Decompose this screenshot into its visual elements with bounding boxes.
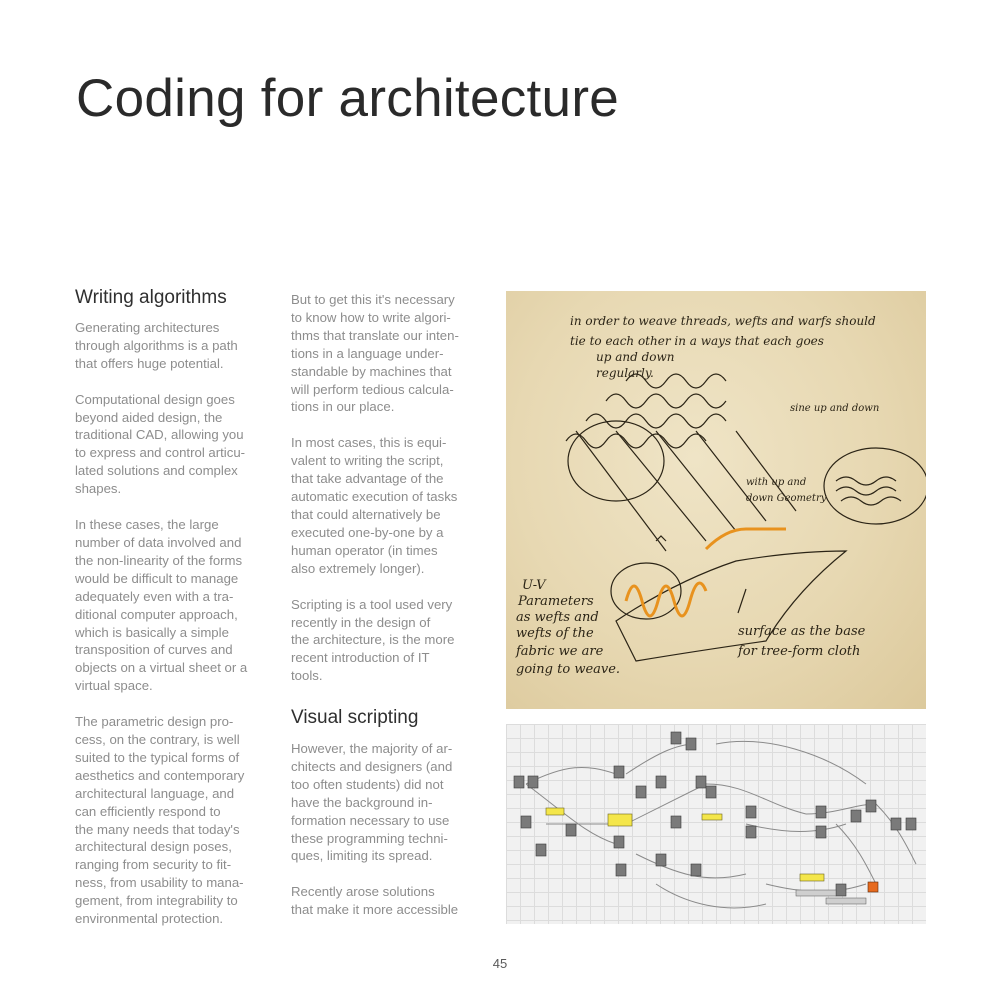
- visual-scripting-graph-image: [506, 724, 926, 924]
- sketch-note: as wefts and: [516, 610, 599, 625]
- weave-pattern: [836, 477, 901, 505]
- detail-circle: [824, 448, 926, 524]
- paragraph: The parametric design pro- cess, on the contrary, is well suited to the typical forms of aesthetics and contemporary architectural language, and can efficiently respond to the many needs that today's architectural design poses, ranging from security to fit- ness, from usability to mana- gement, from integrability to environmental protection.: [75, 714, 245, 927]
- text-column-middle: [291, 291, 491, 937]
- sketch-note: down Geometry: [746, 493, 827, 504]
- sketch-note: regularly.: [596, 366, 654, 380]
- paragraph: However, the majority of ar- chitects and designers (and too often students) did not have the background in- formation necessary to use these programming techni- ques, limiting its spread.: [291, 741, 453, 864]
- sketch-note: going to weave.: [516, 662, 621, 677]
- highlighted-thread: [706, 529, 786, 549]
- sketch-note: in order to weave threads, wefts and warfs should: [570, 314, 876, 328]
- highlighted-thread: [626, 583, 706, 616]
- sketch-note: surface as the base: [738, 624, 866, 639]
- wave-line: [586, 414, 726, 428]
- sketch-note: with up and: [746, 477, 807, 488]
- sketch-drawing: [506, 291, 926, 709]
- page-title: Coding for architecture: [76, 69, 620, 128]
- warp-lines: [576, 431, 796, 551]
- sketch-note: tie to each other in a ways that each goes: [570, 334, 824, 348]
- detail-circle: [568, 421, 664, 501]
- wave-line: [626, 374, 726, 388]
- paragraph: But to get this it's necessary to know how to write algori- thms that translate our inten- tions in a language under- standable by machines that will perform tedious calcula- tions in our place.: [291, 292, 459, 415]
- paragraph: Generating architectures through algorithms is a path that offers huge potential.: [75, 319, 238, 371]
- page-number: 45: [492, 956, 508, 971]
- node-graph: [506, 724, 926, 924]
- graph-yellow-components: [546, 808, 824, 881]
- sketch-note: U-V: [522, 578, 546, 593]
- sketch-note: up and down: [596, 350, 675, 364]
- paragraph: Scripting is a tool used very recently in the design of the architecture, is the more recent introduction of IT tools.: [291, 596, 455, 684]
- section-heading-visual-scripting: Visual scripting: [291, 707, 419, 729]
- paragraph: Recently arose solutions that make it more accessible: [291, 884, 459, 918]
- text-column-left: [75, 289, 275, 946]
- section-heading-writing-algorithms: Writing algorithms: [75, 287, 227, 308]
- sketch-note: for tree-form cloth: [738, 644, 861, 659]
- paragraph: Computational design goes beyond aided design, the traditional CAD, allowing you to express and control articu- lated solutions and complex shapes.: [75, 391, 246, 497]
- weaving-sketch-image: [506, 291, 926, 709]
- paragraph: In these cases, the large number of data involved and the non-linearity of the forms would be difficult to manage adequately even with a tra- ditional computer approach, which is basically a simple transposition of curves and objects on a virtual sheet or a virtual space.: [75, 517, 248, 694]
- wave-line: [606, 394, 726, 408]
- sketch-note: wefts of the: [516, 626, 594, 641]
- sketch-note: sine up and down: [790, 403, 880, 414]
- sketch-note: fabric we are: [516, 644, 604, 659]
- paragraph: In most cases, this is equi- valent to writing the script, that take advantage of the automatic execution of tasks that could alternatively be executed one-by-one by a human operator (in times also extremely longer).: [291, 435, 458, 576]
- sketch-note: Parameters: [518, 594, 594, 609]
- graph-orange-component: [868, 882, 878, 892]
